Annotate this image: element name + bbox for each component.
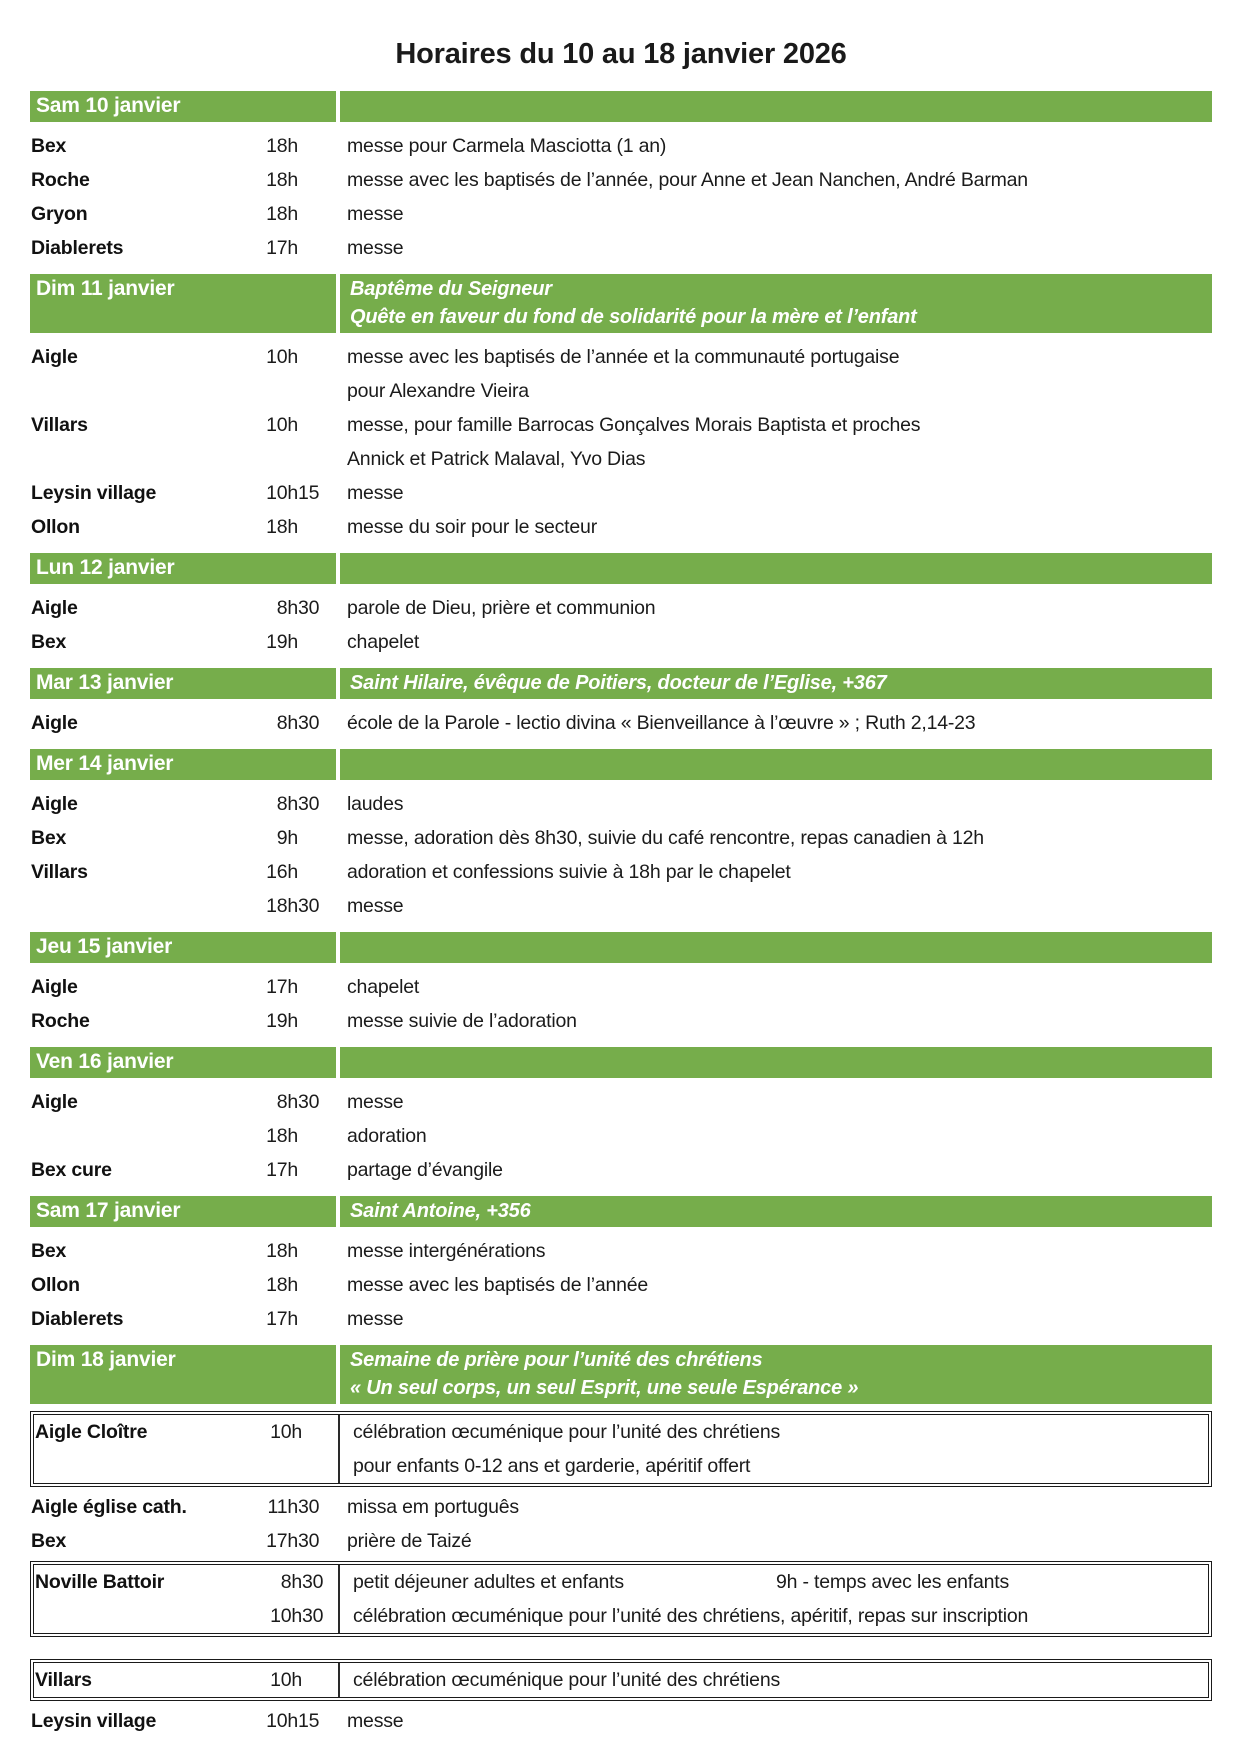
time-hour: 10h (266, 1710, 298, 1732)
time-cell (256, 889, 334, 923)
location-cell: Bex (31, 827, 67, 849)
day-label: Lun 12 janvier (36, 556, 175, 579)
time-hour: 18h (266, 135, 298, 157)
day-notes (336, 553, 1212, 584)
location-cell: Diablerets (31, 1308, 124, 1330)
description-cell: chapelet (347, 631, 420, 653)
time-cell (256, 476, 334, 510)
location-cell: Gryon (31, 203, 88, 225)
description-cell: messe, pour famille Barrocas Gonçalves Morais Baptista et proches (347, 414, 921, 436)
schedule-row (30, 889, 1212, 923)
day-band (30, 1196, 1212, 1227)
schedule-row (30, 1490, 1212, 1524)
time-minutes: 30 (302, 1605, 324, 1627)
schedule-row (30, 591, 1212, 625)
schedule-row (30, 408, 1212, 442)
location-cell: Bex (31, 1240, 67, 1262)
description-cell: messe intergénérations (347, 1240, 546, 1262)
time-hour: 9h (276, 827, 298, 849)
location-cell: Diablerets (31, 237, 124, 259)
schedule-row (30, 163, 1212, 197)
time-hour: 19h (266, 1010, 298, 1032)
description-cell: messe pour Carmela Masciotta (1 an) (347, 135, 667, 157)
time-minutes: 15 (298, 482, 320, 504)
description-cell: célébration œcuménique pour l’unité des chrétiens (338, 1663, 1208, 1697)
description-cell: messe (347, 895, 404, 917)
day-label: Mer 14 janvier (36, 752, 174, 775)
time-cell (256, 1268, 334, 1302)
description-cell: messe avec les baptisés de l’année (347, 1274, 649, 1296)
time-minutes: 30 (298, 1530, 320, 1552)
time-cell (256, 1490, 334, 1524)
description-cell: messe, adoration dès 8h30, suivie du café rencontre, repas canadien à 12h (347, 827, 984, 849)
description-cell: messe (347, 203, 404, 225)
day-label: Dim 18 janvier (36, 1348, 176, 1371)
location-cell: Villars (31, 861, 88, 883)
schedule-row (30, 1153, 1212, 1187)
schedule-row (34, 1663, 1208, 1697)
day-label: Sam 10 janvier (36, 94, 181, 117)
description-cell: messe (347, 482, 404, 504)
time-cell (256, 970, 334, 1004)
day-band (30, 91, 1212, 122)
schedule-row (30, 476, 1212, 510)
schedule-row (34, 1599, 1208, 1633)
time-hour: 10h (266, 414, 298, 436)
day-notes (336, 1345, 1212, 1404)
location-cell: Bex cure (31, 1159, 112, 1181)
boxed-group (30, 1659, 1212, 1701)
location-cell: Aigle (31, 976, 78, 998)
time-cell (256, 1004, 334, 1038)
time-cell (256, 1234, 334, 1268)
time-cell (256, 1302, 334, 1336)
location-cell: Ollon (31, 1274, 80, 1296)
schedule-row (30, 510, 1212, 544)
time-hour: 18h (266, 1274, 298, 1296)
time-minutes: 30 (298, 1496, 320, 1518)
location-cell (30, 889, 256, 923)
time-cell (256, 1085, 334, 1119)
schedule-row (30, 625, 1212, 659)
description-cell: pour enfants 0-12 ans et garderie, apéritif offert (338, 1449, 1208, 1483)
location-cell: Aigle église cath. (31, 1496, 187, 1518)
location-cell: Leysin village (31, 1710, 157, 1732)
time-cell (256, 163, 334, 197)
description-cell: messe avec les baptisés de l’année et la communauté portugaise (347, 346, 900, 368)
day-notes (336, 668, 1212, 699)
schedule-table (30, 91, 1212, 1738)
time-hour: 18h (266, 203, 298, 225)
description-cell: messe avec les baptisés de l’année, pour Anne et Jean Nanchen, André Barman (347, 169, 1028, 191)
time-minutes: 15 (298, 1710, 320, 1732)
time-cell (256, 197, 334, 231)
day-notes (336, 1196, 1212, 1227)
description-text-secondary: 9h - temps avec les enfants (776, 1571, 1010, 1593)
day-notes (336, 1047, 1212, 1078)
time-hour (260, 1449, 302, 1483)
location-cell: Roche (31, 169, 90, 191)
location-cell (34, 1449, 260, 1483)
schedule-row (30, 855, 1212, 889)
schedule-row (30, 706, 1212, 740)
time-hour: 18h (266, 1240, 298, 1262)
location-cell: Ollon (31, 516, 80, 538)
day-label: Dim 11 janvier (36, 277, 175, 300)
location-cell: Roche (31, 1010, 90, 1032)
time-hour: 10h (266, 482, 298, 504)
description-cell: laudes (347, 793, 404, 815)
time-cell (256, 231, 334, 265)
description-cell: messe (347, 1091, 404, 1113)
time-cell (260, 1415, 338, 1449)
description-cell: messe suivie de l’adoration (347, 1010, 577, 1032)
day-label: Sam 17 janvier (36, 1199, 181, 1222)
schedule-row (30, 1085, 1212, 1119)
schedule-row (30, 197, 1212, 231)
time-minutes: 30 (298, 793, 320, 815)
time-cell (256, 408, 334, 442)
day-label: Jeu 15 janvier (36, 935, 173, 958)
day-notes (336, 932, 1212, 963)
description-cell: adoration et confessions suivie à 18h par le chapelet (347, 861, 791, 883)
time-cell (256, 510, 334, 544)
schedule-row (30, 374, 1212, 408)
day-note: Quête en faveur du fond de solidarité pour la mère et l’enfant (350, 306, 917, 328)
time-hour: 8h (276, 712, 298, 734)
time-hour: 17h (266, 1530, 298, 1552)
time-cell (256, 787, 334, 821)
schedule-row (30, 1704, 1212, 1738)
description-cell: messe du soir pour le secteur (347, 516, 597, 538)
time-cell (260, 1565, 338, 1599)
location-cell (30, 442, 256, 476)
location-cell: Bex (31, 1530, 67, 1552)
day-notes (336, 91, 1212, 122)
time-hour: 8h (276, 793, 298, 815)
time-hour (256, 374, 298, 408)
description-cell: célébration œcuménique pour l’unité des chrétiens, apéritif, repas sur inscription (338, 1599, 1208, 1633)
time-hour: 10h (270, 1669, 302, 1691)
schedule-row (34, 1415, 1208, 1449)
time-hour: 18h (266, 1125, 298, 1147)
time-hour: 17h (266, 976, 298, 998)
time-cell (256, 1704, 334, 1738)
spacer (30, 1640, 1212, 1656)
location-cell: Bex (31, 135, 67, 157)
boxed-group (30, 1561, 1212, 1637)
time-cell (256, 1119, 334, 1153)
time-hour: 10h (266, 346, 298, 368)
day-note: « Un seul corps, un seul Esprit, une seule Espérance » (350, 1377, 859, 1399)
location-cell: Aigle (31, 1091, 78, 1113)
day-band (30, 932, 1212, 963)
description-cell: école de la Parole - lectio divina « Bienveillance à l’œuvre » ; Ruth 2,14-23 (347, 712, 976, 734)
time-cell (256, 129, 334, 163)
schedule-row (30, 970, 1212, 1004)
time-hour: 18h (266, 169, 298, 191)
time-cell (256, 821, 334, 855)
time-minutes: 30 (298, 712, 320, 734)
schedule-row (30, 787, 1212, 821)
schedule-row (34, 1449, 1208, 1483)
schedule-row (30, 129, 1212, 163)
description-cell: messe (347, 1710, 404, 1732)
location-cell: Aigle Cloître (35, 1421, 148, 1443)
time-hour: 16h (266, 861, 298, 883)
day-band (30, 668, 1212, 699)
time-hour: 19h (266, 631, 298, 653)
schedule-row (30, 340, 1212, 374)
description-cell: partage d’évangile (347, 1159, 503, 1181)
day-note: Semaine de prière pour l’unité des chrétiens (350, 1349, 763, 1371)
time-minutes: 30 (298, 1091, 320, 1113)
location-cell (30, 1119, 256, 1153)
time-cell (256, 340, 334, 374)
description-cell: pour Alexandre Vieira (347, 380, 529, 402)
time-hour: 8h (276, 597, 298, 619)
schedule-row (30, 1004, 1212, 1038)
time-hour (256, 442, 298, 476)
description-cell: missa em português (347, 1496, 519, 1518)
day-notes (336, 274, 1212, 333)
time-cell (256, 1524, 334, 1558)
time-hour: 11h (267, 1496, 298, 1518)
schedule-row (30, 231, 1212, 265)
description-text: petit déjeuner adultes et enfants (353, 1571, 624, 1593)
location-cell: Villars (31, 414, 88, 436)
location-cell (34, 1599, 260, 1633)
day-notes (336, 749, 1212, 780)
day-note: Saint Hilaire, évêque de Poitiers, docteur de l’Eglise, +367 (350, 672, 887, 694)
time-cell (260, 1663, 338, 1697)
time-hour: 17h (266, 237, 298, 259)
time-hour: 10h (270, 1421, 302, 1443)
time-minutes: 30 (298, 597, 320, 619)
time-cell (256, 1153, 334, 1187)
time-hour: 17h (266, 1159, 298, 1181)
schedule-row (30, 1268, 1212, 1302)
description-cell: parole de Dieu, prière et communion (347, 597, 656, 619)
description-cell: Annick et Patrick Malaval, Yvo Dias (347, 448, 646, 470)
location-cell: Noville Battoir (35, 1571, 165, 1593)
time-cell (260, 1449, 338, 1483)
location-cell: Aigle (31, 793, 78, 815)
description-cell: adoration (347, 1125, 427, 1147)
day-note: Baptême du Seigneur (350, 278, 552, 300)
day-band (30, 749, 1212, 780)
location-cell: Villars (35, 1669, 92, 1691)
day-band (30, 274, 1212, 333)
time-hour: 17h (266, 1308, 298, 1330)
time-cell (260, 1599, 338, 1633)
description-cell: prière de Taizé (347, 1530, 472, 1552)
time-hour: 18h (266, 516, 298, 538)
time-hour: 8h (280, 1571, 302, 1593)
boxed-group (30, 1411, 1212, 1487)
schedule-row (30, 1234, 1212, 1268)
location-cell: Leysin village (31, 482, 157, 504)
description-cell (338, 1565, 1208, 1599)
schedule-row (34, 1565, 1208, 1599)
day-label: Mar 13 janvier (36, 671, 174, 694)
day-band (30, 1345, 1212, 1404)
description-cell: messe (347, 237, 404, 259)
schedule-row (30, 1119, 1212, 1153)
time-minutes: 30 (298, 895, 320, 917)
time-cell (256, 591, 334, 625)
description-cell: messe (347, 1308, 404, 1330)
schedule-row (30, 442, 1212, 476)
time-cell (256, 625, 334, 659)
schedule-row (30, 1302, 1212, 1336)
time-hour: 18h (266, 895, 298, 917)
location-cell: Aigle (31, 346, 78, 368)
time-hour: 10h (270, 1605, 302, 1627)
description-cell: chapelet (347, 976, 420, 998)
day-label: Ven 16 janvier (36, 1050, 174, 1073)
time-hour: 8h (276, 1091, 298, 1113)
location-cell: Bex (31, 631, 67, 653)
time-cell (256, 442, 334, 476)
location-cell: Aigle (31, 712, 78, 734)
time-minutes: 30 (302, 1571, 324, 1593)
day-note: Saint Antoine, +356 (350, 1200, 531, 1222)
location-cell: Aigle (31, 597, 78, 619)
time-cell (256, 706, 334, 740)
time-cell (256, 855, 334, 889)
time-cell (256, 374, 334, 408)
description-cell: célébration œcuménique pour l’unité des chrétiens (338, 1415, 1208, 1449)
page-title: Horaires du 10 au 18 janvier 2026 (395, 38, 847, 70)
day-band (30, 1047, 1212, 1078)
schedule-row (30, 821, 1212, 855)
day-band (30, 553, 1212, 584)
schedule-row (30, 1524, 1212, 1558)
location-cell (30, 374, 256, 408)
